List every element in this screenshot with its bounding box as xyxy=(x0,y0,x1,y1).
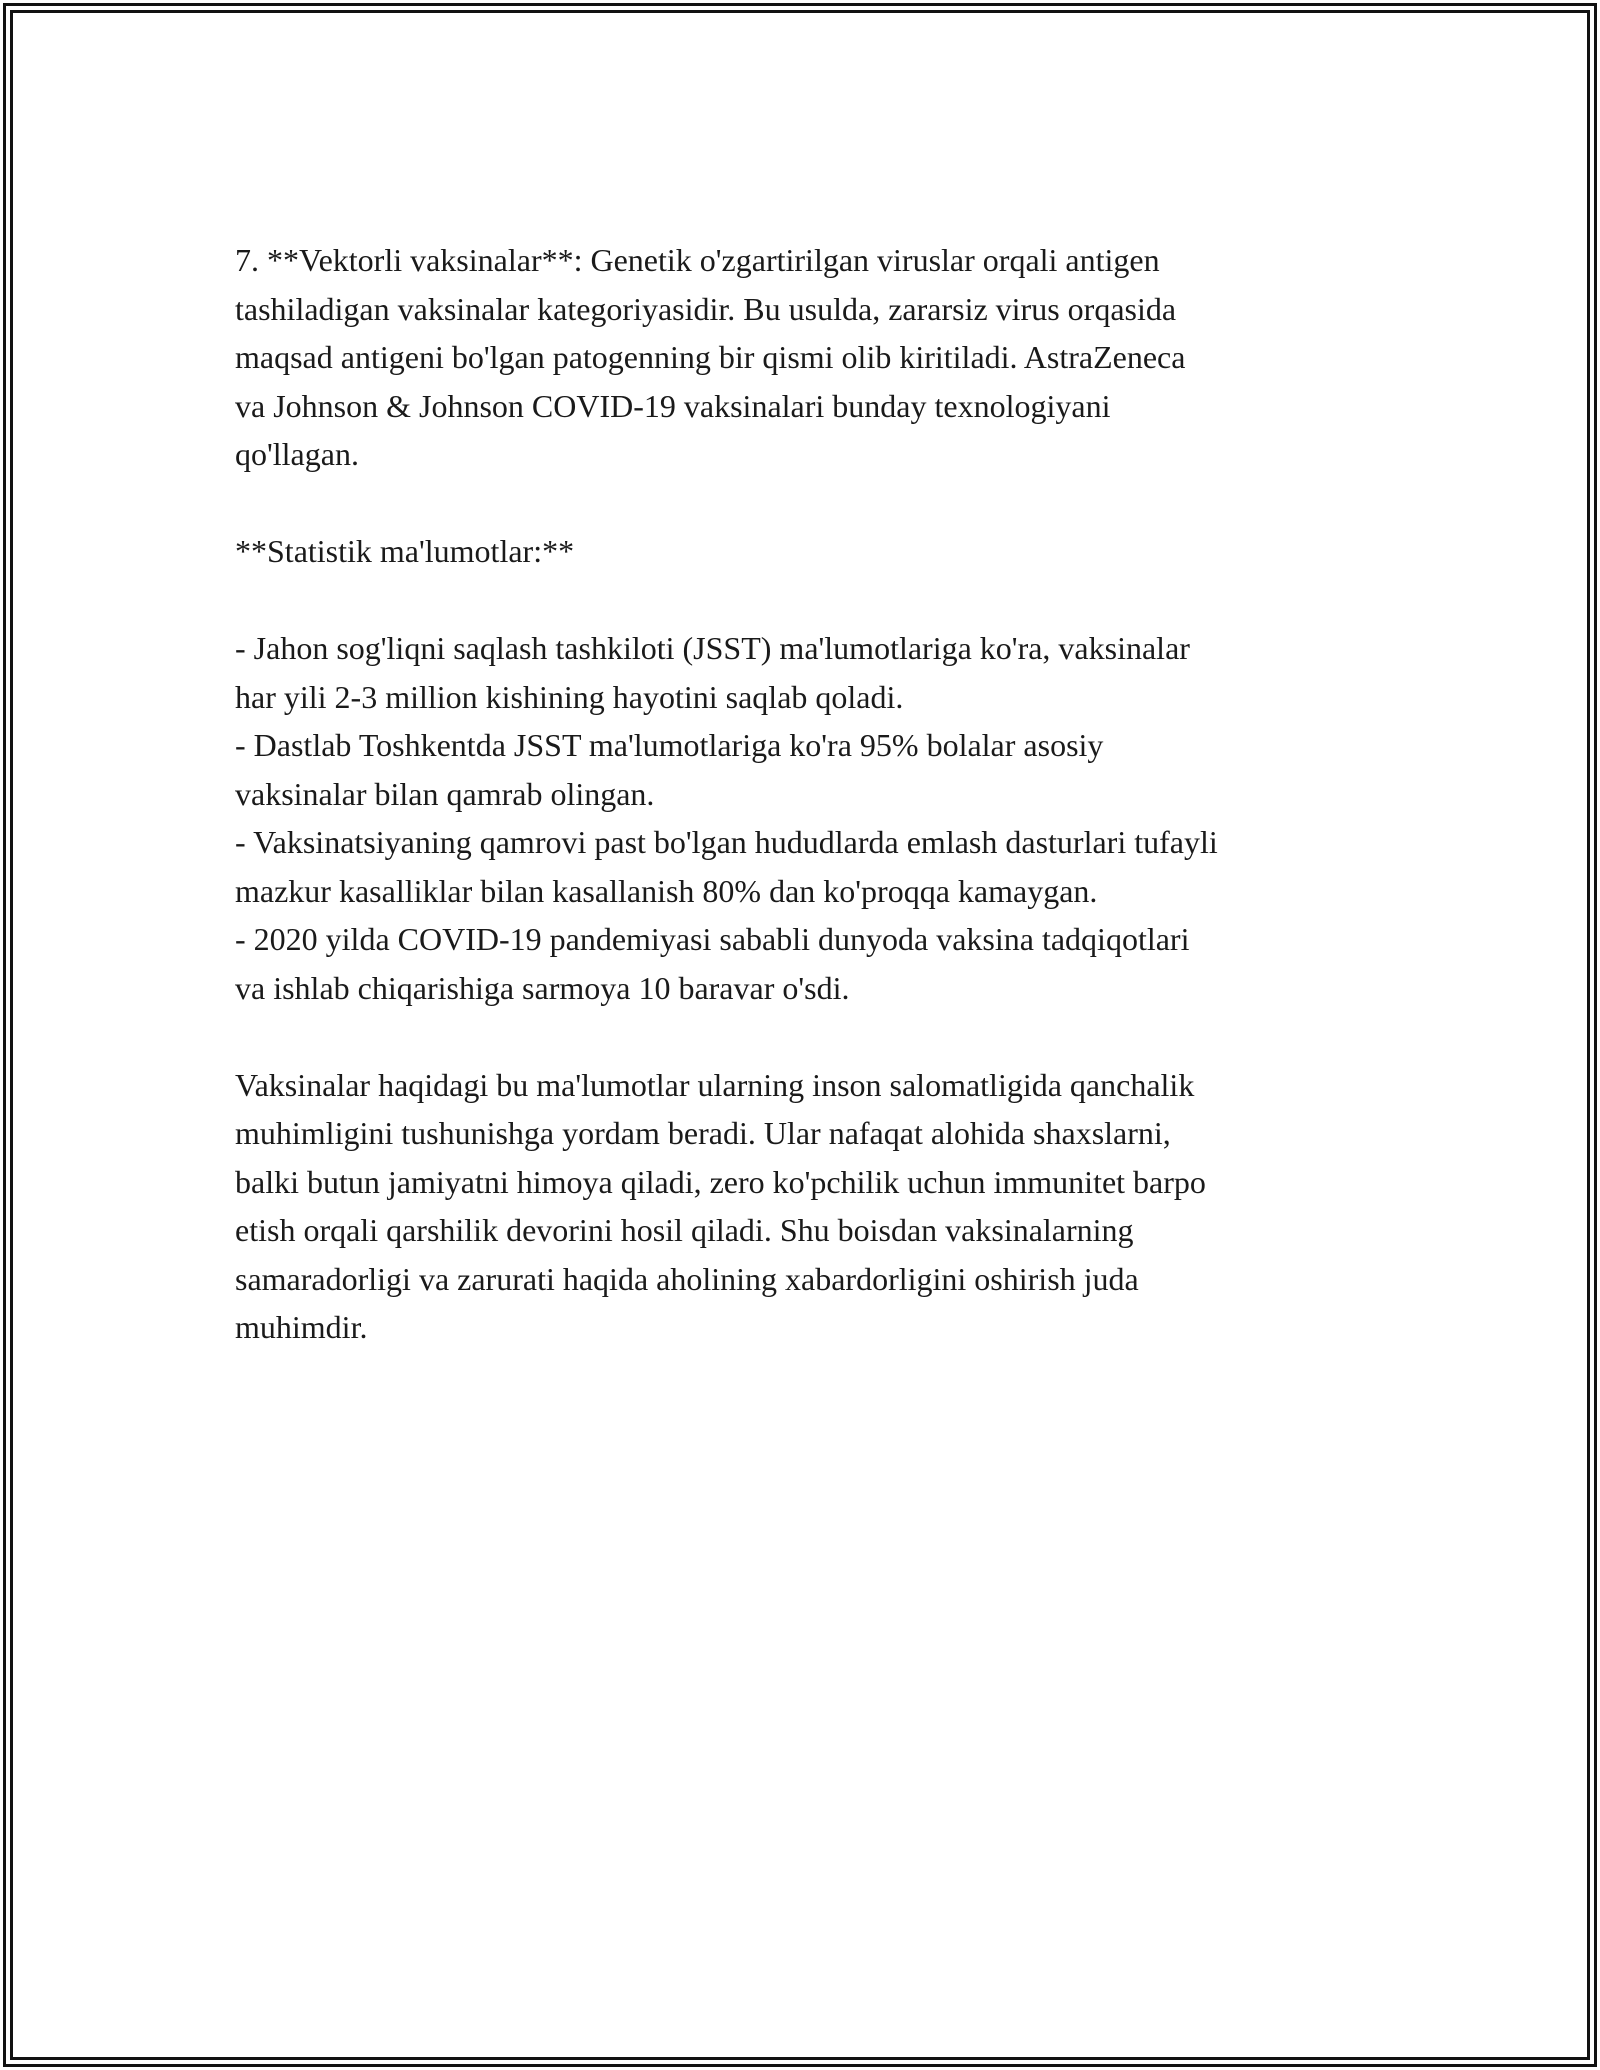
statistics-list-item: - Dastlab Toshkentda JSST ma'lumotlariga ko'ra 95% bolalar asosiy vaksinalar bilan qamrab olingan. xyxy=(235,727,1104,812)
paragraph-spacer xyxy=(235,479,1375,528)
statistics-list-item: - Vaksinatsiyaning qamrovi past bo'lgan hududlarda emlash dasturlari tufayli mazkur kasalliklar bilan kasallanish 80% dan ko'proqqa kamaygan. xyxy=(235,824,1218,909)
closing-paragraph: Vaksinalar haqidagi bu ma'lumotlar ularning inson salomatligida qanchalik muhimligini tushunishga yordam beradi. Ular nafaqat alohida shaxslarni, balki butun jamiyatni himoya qiladi, zero ko'pchilik uchun immunitet barpo etish orqali qarshilik devorini hosil qiladi. Shu boisdan vaksinalarning samaradorligi va zarurati haqida aholining xabardorligini oshirish juda muhimdir. xyxy=(235,1066,1206,1345)
statistics-list-item: - 2020 yilda COVID-19 pandemiyasi sababli dunyoda vaksina tadqiqotlari va ishlab chiqarishiga sarmoya 10 baravar o'sdi. xyxy=(235,921,1190,1006)
paragraph-vector-vaccines: 7. **Vektorli vaksinalar**: Genetik o'zgartirilgan viruslar orqali antigen tashiladigan vaksinalar kategoriyasidir. Bu usulda, zararsiz virus orqasida maqsad antigeni bo'lgan patogenning bir qismi olib kiritiladi. AstraZeneca va Johnson & Johnson COVID-19 vaksinalari bunday texnologiyani qo'llagan. xyxy=(235,242,1186,472)
statistics-list-item: - Jahon sog'liqni saqlash tashkiloti (JSST) ma'lumotlariga ko'ra, vaksinalar har yili 2-3 million kishining hayotini saqlab qoladi. xyxy=(235,630,1190,715)
statistics-list xyxy=(235,624,1375,1012)
statistics-heading: **Statistik ma'lumotlar:** xyxy=(235,533,575,569)
paragraph-spacer xyxy=(235,1012,1375,1061)
document-body xyxy=(235,236,1375,1352)
paragraph-spacer xyxy=(235,576,1375,625)
